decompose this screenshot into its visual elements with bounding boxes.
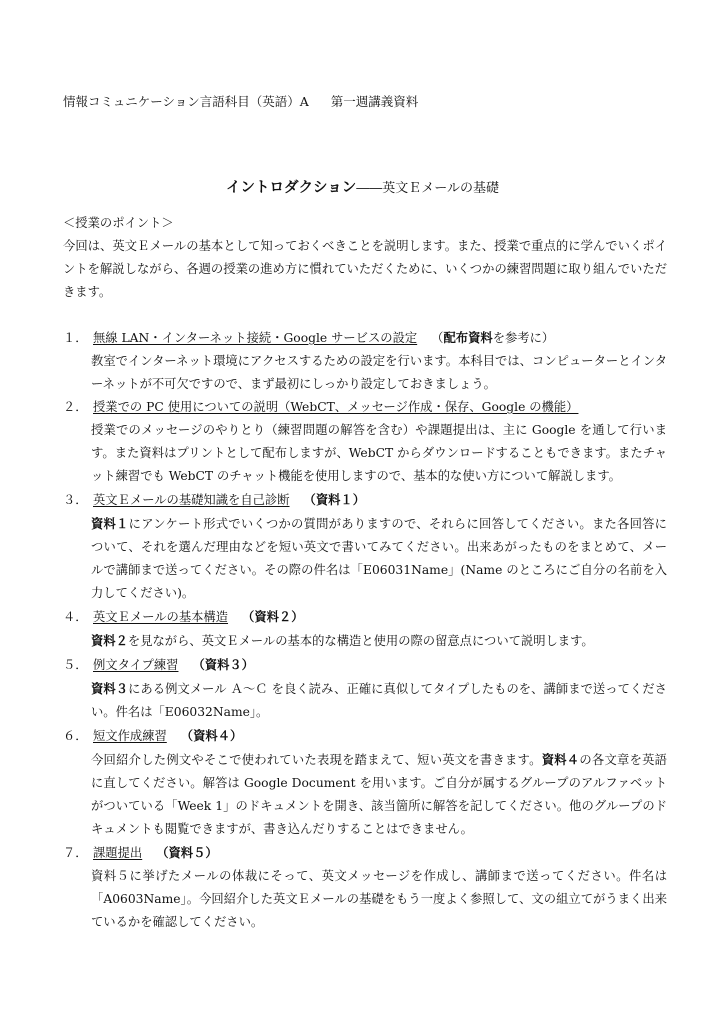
list-item [63,724,667,841]
item-note: （資料１） [303,492,366,507]
item-number: ３． [63,493,88,507]
item-heading [63,653,667,677]
list-item [63,396,667,488]
list-item [63,326,667,396]
course-name: 情報コミュニケーション言語科目（英語）A [63,94,309,109]
list-item [63,488,667,605]
item-body: 資料３にある例文メール Ａ～Ｃ を良く読み、正確に真似してタイプしたものを、講師まで送ってください。件名は「E06032Name」。 [91,681,667,719]
item-heading [63,724,667,748]
item-number: ７． [63,846,88,860]
item-body: 資料５に挙げたメールの体裁にそって、英文メッセージを作成し、講師まで送ってください。件名は「A0603Name」。今回紹介した英文Ｅメールの基礎をもう一度よく参照して、文の組立てがうまく出来ているかを確認してください。 [91,869,667,929]
item-heading [63,396,667,419]
item-body: 教室でインターネット環境にアクセスするための設定を行います。本科目では、コンピューターとインターネットが不可欠ですので、まず最初にしっかり設定しておきましょう。 [91,354,667,391]
item-note: （資料２） [242,609,304,624]
intro-paragraph: 今回は、英文Ｅメールの基本として知っておくべきことを説明します。また、授業で重点的に学んでいくポイントを解説しながら、各週の授業の進め方に慣れていただくために、いくつかの練習問題に取り組んでいただきます。 [63,239,667,299]
item-body: 今回紹介した例文やそこで使われていた表現を踏まえて、短い英文を書きます。資料４の各文章を英語に直してください。解答は Google Document を用います。ご自分が属するグループのアルファベットがついている「Week 1」のドキュメントを開き、該当箇所に解答を記してください。他のグループのドキュメントも閲覧できますが、書き込んだりすることはできません。 [91,752,667,836]
item-note: （資料３） [192,657,254,672]
list-item [63,841,667,934]
item-title: 英文Ｅメールの基礎知識を自己診断 [93,493,290,507]
document-body [63,212,667,934]
item-number: ４． [63,610,88,624]
week-label: 第一週講義資料 [330,94,419,109]
item-heading [63,488,667,512]
item-title: 授業での PC 使用についての説明（WebCT、メッセージ作成・保存、Google の機能） [93,400,579,414]
document-title [0,176,725,197]
item-number: ６． [63,729,88,743]
item-body: 資料１にアンケート形式でいくつかの質問がありますので、それらに回答してください。また各回答について、それを選んだ理由などを短い英文で書いてみてください。出来あがったものをまとめて、メールで講師まで送ってください。その際の件名は「E06031Name」(Name のところにご自分の名前を入力してください)。 [91,516,667,600]
title-dash: ―― [356,181,383,196]
item-title: 例文タイプ練習 [93,658,179,672]
item-number: ２． [63,400,88,414]
item-number: ５． [63,658,88,672]
body-reference: 資料３ [91,681,129,696]
document-header [63,92,418,110]
item-heading [63,326,667,350]
list-item [63,653,667,724]
item-note: （資料５） [156,845,218,860]
item-title: 課題提出 [93,846,143,860]
item-number: １． [63,331,88,345]
item-title: 無線 LAN・インターネット接続・Google サービスの設定 [93,331,418,345]
item-heading [63,605,667,629]
list-item [63,605,667,653]
title-main: イントロダクション [226,179,357,196]
item-note: （資料４） [180,728,243,743]
item-body: 資料２を見ながら、英文Ｅメールの基本的な構造と使用の際の留意点について説明します。 [91,633,594,648]
item-heading [63,841,667,865]
item-title: 英文Ｅメールの基本構造 [93,610,229,624]
body-reference: 資料１ [91,516,129,531]
item-body: 授業でのメッセージのやりとり（練習問題の解答を含む）や課題提出は、主に Google を通して行います。また資料はプリントとして配布しますが、WebCT からダウンロードすることもできます。またチャット練習でも WebCT のチャット機能を使用しますので、基本的な使い方について解説します。 [91,423,667,483]
body-reference: 資料２ [91,633,128,648]
body-reference: 資料４ [541,752,580,767]
item-note: （配布資料を参考に） [431,330,555,345]
points-label: ＜授業のポイント＞ [63,216,174,230]
title-sub: 英文Ｅメールの基礎 [382,181,499,196]
item-title: 短文作成練習 [93,729,167,743]
